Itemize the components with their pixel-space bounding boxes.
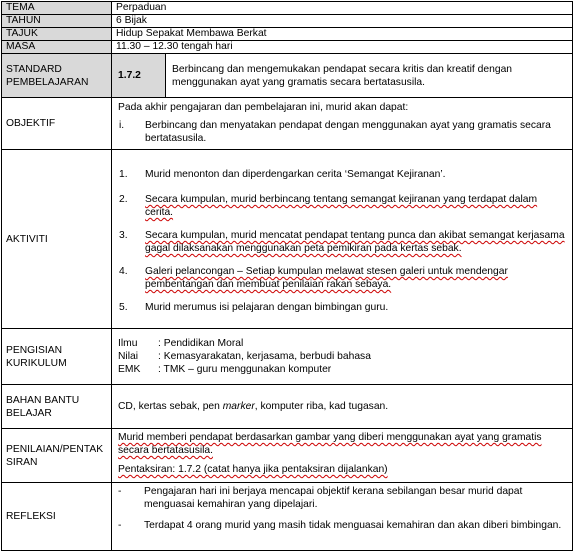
standard-label-line2: PEMBELAJARAN [6, 76, 89, 88]
row-pengisian [2, 329, 573, 385]
row-masa [2, 41, 573, 54]
aktiviti-item-text: Galeri pelancongan – Setiap kumpulan melawat stesen galeri untuk mendengar pembentangan dan membuat penilaian rakan sebaya. [145, 266, 508, 290]
row-bahan [2, 385, 573, 429]
penilaian-content [112, 429, 573, 483]
ilmu-key: Ilmu [118, 338, 138, 349]
bahan-text-after: , komputer riba, kad tugasan. [254, 401, 389, 412]
row-standard [2, 54, 573, 98]
aktiviti-item-text: Murid merumus isi pelajaran dengan bimbingan guru. [145, 302, 389, 313]
nilai-value: : Kemasyarakatan, kerjasama, berbudi bahasa [158, 351, 371, 362]
bahan-content [112, 385, 573, 429]
aktiviti-item-number: 2. [119, 194, 128, 205]
bahan-label [2, 385, 112, 429]
pengisian-label [2, 329, 112, 385]
emk-line [118, 363, 566, 376]
penilaian-label [2, 429, 112, 483]
row-refleksi [2, 483, 573, 551]
tema-value: Perpaduan [112, 2, 573, 15]
pengisian-content [112, 329, 573, 385]
row-tema [2, 2, 573, 15]
aktiviti-item [118, 168, 566, 181]
row-penilaian [2, 429, 573, 483]
standard-code: 1.7.2 [112, 54, 166, 98]
standard-label-line1: STANDARD [6, 63, 62, 75]
penilaian-label-line2: SIRAN [6, 456, 38, 468]
bahan-text-before: CD, kertas sebak, pen [118, 401, 223, 412]
aktiviti-item-number: 5. [119, 302, 128, 313]
lesson-plan-table [1, 1, 573, 551]
row-objektif [2, 98, 573, 150]
pentaksiran-text: Pentaksiran: 1.7.2 (catat hanya jika pentaksiran dijalankan) [118, 464, 388, 475]
bahan-text-italic: marker [222, 401, 255, 412]
bahan-label-line1: BAHAN BANTU [6, 394, 80, 406]
aktiviti-content [112, 150, 573, 329]
tema-label: TEMA [2, 2, 112, 15]
refleksi-item-dash: - [118, 520, 122, 531]
refleksi-item [118, 519, 566, 532]
penilaian-text: Murid memberi pendapat berdasarkan gambar yang diberi menggunakan ayat yang gramatis secara bertatasusila. [118, 432, 542, 456]
ilmu-value: : Pendidikan Moral [158, 338, 244, 349]
aktiviti-item [118, 265, 566, 291]
refleksi-item-dash: - [118, 486, 122, 497]
penilaian-label-line1: PENILAIAN/PENTAK [6, 443, 104, 455]
nilai-key: Nilai [118, 351, 139, 362]
tajuk-label: TAJUK [2, 28, 112, 41]
aktiviti-item [118, 193, 566, 219]
tajuk-value: Hidup Sepakat Membawa Berkat [112, 28, 573, 41]
masa-value: 11.30 – 12.30 tengah hari [112, 41, 573, 54]
aktiviti-label: AKTIVITI [2, 150, 112, 329]
emk-value: : TMK – guru menggunakan komputer [158, 364, 332, 375]
refleksi-content [112, 483, 573, 551]
aktiviti-item-text: Secara kumpulan, murid berbincang tentang semangat kejiranan yang terdapat dalam cerita. [145, 194, 538, 218]
emk-key: EMK [118, 364, 141, 375]
objektif-item-marker: i. [119, 120, 125, 131]
masa-label: MASA [2, 41, 112, 54]
row-aktiviti [2, 150, 573, 329]
tahun-value: 6 Bijak [112, 15, 573, 28]
aktiviti-item-text: Secara kumpulan, murid mencatat pendapat tentang punca dan akibat semangat kerjasama gagal dilaksanakan menggunakan peta pemikiran pada kertas sebak. [145, 230, 565, 254]
objektif-content [112, 98, 573, 150]
aktiviti-item-text: Murid menonton dan diperdengarkan cerita ‘Semangat Kejiranan’. [145, 169, 446, 180]
aktiviti-item [118, 301, 566, 314]
nilai-line [118, 350, 566, 363]
bahan-label-line2: BELAJAR [6, 407, 52, 419]
standard-text: Berbincang dan mengemukakan pendapat secara kritis dan kreatif dengan menggunakan ayat yang gramatis secara bertatasusila. [166, 54, 573, 98]
refleksi-item-text: Terdapat 4 orang murid yang masih tidak menguasai kemahiran dan akan diberi bimbingan. [144, 520, 562, 531]
ilmu-line [118, 337, 566, 350]
pengisian-label-line2: KURIKULUM [6, 357, 67, 369]
aktiviti-item-number: 3. [119, 230, 128, 241]
pengisian-label-line1: PENGISIAN [6, 344, 63, 356]
row-tajuk [2, 28, 573, 41]
tahun-label: TAHUN [2, 15, 112, 28]
objektif-label: OBJEKTIF [2, 98, 112, 150]
objektif-intro: Pada akhir pengajaran dan pembelajaran ini, murid akan dapat: [118, 102, 409, 113]
refleksi-item [118, 485, 566, 511]
aktiviti-item-number: 4. [119, 266, 128, 277]
aktiviti-item-number: 1. [119, 169, 128, 180]
objektif-item [118, 119, 566, 145]
refleksi-item-text: Pengajaran hari ini berjaya mencapai objektif kerana sebilangan besar murid dapat menguasai kemahiran yang dipelajari. [144, 486, 523, 510]
aktiviti-item [118, 229, 566, 255]
standard-label [2, 54, 112, 98]
row-tahun [2, 15, 573, 28]
refleksi-label: REFLEKSI [2, 483, 112, 551]
objektif-item-text: Berbincang dan menyatakan pendapat dengan menggunakan ayat yang gramatis secara bertatasusila. [145, 120, 551, 144]
